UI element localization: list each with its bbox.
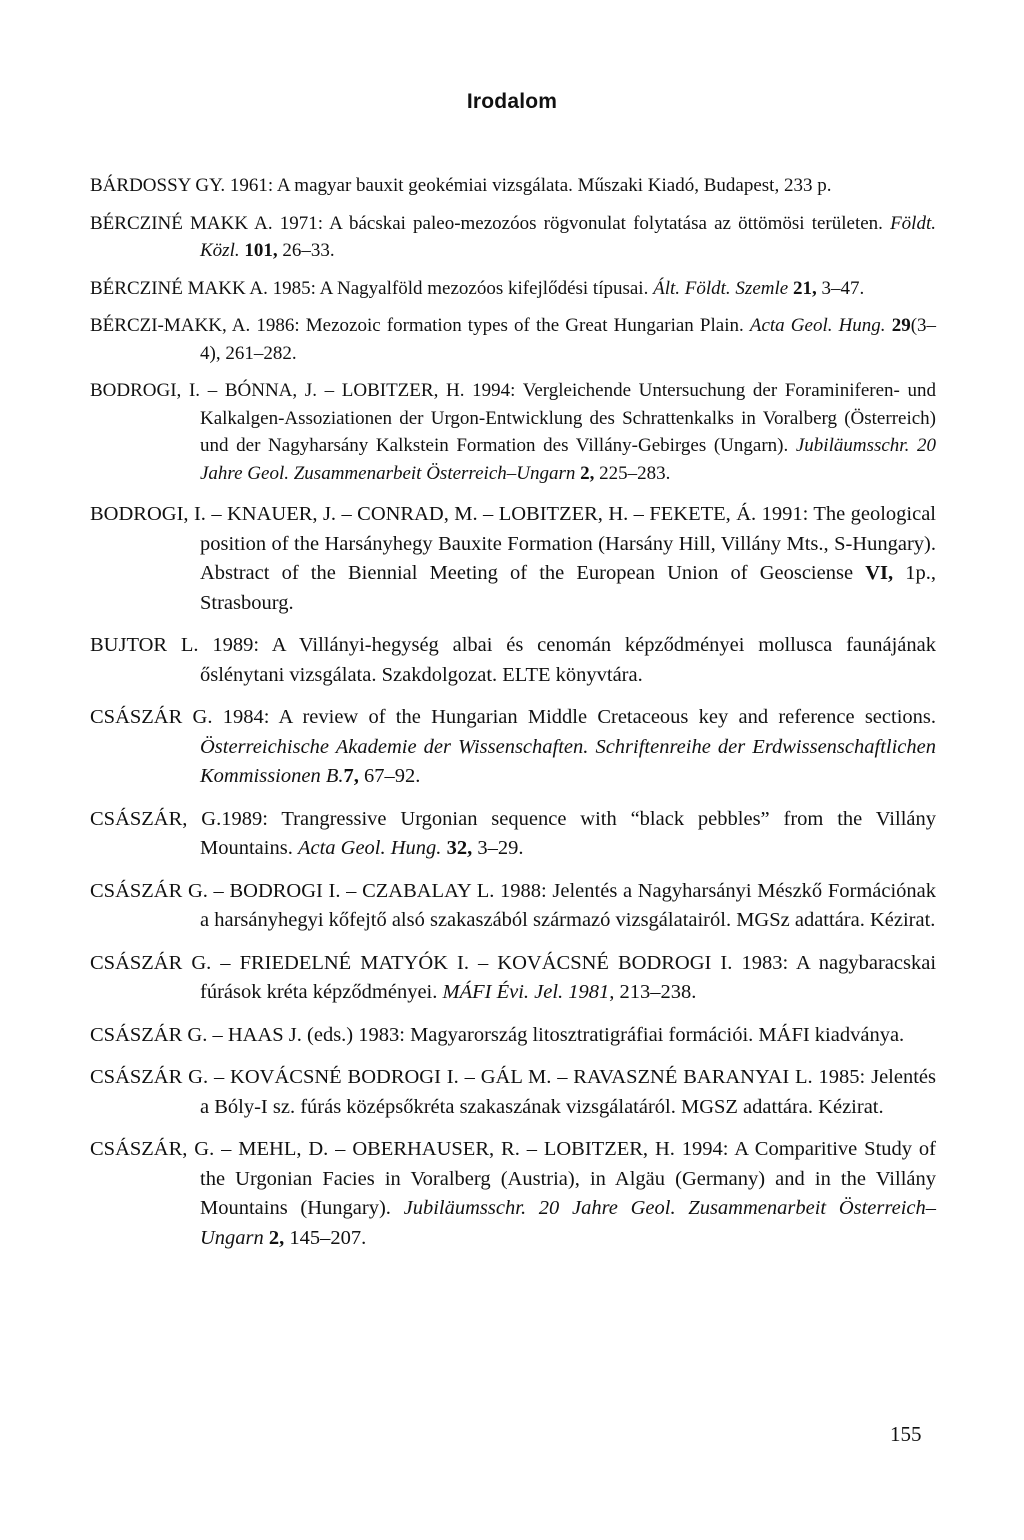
reference-item (90, 805, 936, 864)
reference-author: BÉRCZI-MAKK, A. (90, 315, 251, 336)
reference-item (90, 1021, 936, 1051)
reference-text: 1961: A magyar bauxit geokémiai vizsgálata. Műszaki Kiadó, Budapest, 233 p. (229, 175, 832, 196)
reference-item (90, 500, 936, 618)
reference-volume: 2, (268, 1226, 285, 1249)
reference-text: 1989: A Villányi-hegység albai és cenomán képződményei mollusca faunájának őslénytani vizsgálata. Szakdolgozat. ELTE könyvtára. (200, 634, 937, 686)
reference-author: BÉRCZINÉ MAKK A. (90, 212, 273, 234)
reference-pages: 3–47. (821, 277, 865, 299)
reference-journal: Ált. Földt. Szemle (653, 277, 789, 299)
reference-volume: 32, (446, 837, 473, 859)
reference-item (90, 949, 936, 1008)
reference-list (90, 172, 936, 1253)
reference-text: 1986: Mezozoic formation types of the Great Hungarian Plain. (256, 315, 744, 336)
reference-text: 1994: A Comparitive Study of the Urgonian Facies in Voralberg (Austria), in Algäu (Germany) and in the Villány Mountains (Hungary). (200, 1138, 936, 1219)
reference-text: 1988: Jelentés a Nagyharsányi Mészkő Formációnak a harsányhegyi kőfejtő alsó szakaszából származó vizsgálatairól. MGSz adattára. Kézirat. (200, 879, 937, 931)
reference-text: 1985: A Nagyalföld mezozóos kifejlődési típusai. (272, 277, 649, 299)
reference-volume: 101, (244, 240, 278, 261)
reference-author: CSÁSZÁR G. – FRIEDELNÉ MATYÓK I. – KOVÁCSNÉ BODROGI I. (90, 951, 733, 974)
reference-journal: Jubiläumsschr. 20 Jahre Geol. Zusammenarbeit Österreich–Ungarn (200, 435, 936, 484)
reference-pages: 213–238. (619, 981, 697, 1003)
reference-item (90, 275, 936, 303)
reference-item (90, 703, 936, 792)
reference-volume: 21, (792, 277, 817, 299)
reference-text: 1991: The geological position of the Harsányhegy Bauxite Formation (Harsány Hill, Villány Mts., S-Hungary). Abstract of the Biennial Meeting of the European Union of Geosciense (200, 503, 937, 584)
reference-author: CSÁSZÁR, G. – MEHL, D. – OBERHAUSER, R. – LOBITZER, H. (90, 1138, 675, 1160)
reference-text: 1985: Jelentés a Bóly-I sz. fúrás középsőkréta szakaszának vizsgálatáról. MGSZ adattára. Kézirat. (200, 1066, 937, 1118)
reference-item (90, 377, 936, 487)
reference-author: BODROGI, I. – KNAUER, J. – CONRAD, M. – LOBITZER, H. – FEKETE, Á. (90, 503, 757, 525)
reference-journal: Földt. Közl. (200, 212, 936, 261)
reference-text: (eds.) 1983: Magyarország litosztratigráfiai formációi. MÁFI kiadványa. (307, 1023, 905, 1046)
reference-pages: 3–29. (477, 837, 524, 859)
reference-volume: 7, (343, 765, 359, 787)
reference-journal: MÁFI Évi. Jel. 1981, (442, 981, 615, 1003)
reference-item (90, 210, 936, 265)
reference-volume: 29 (891, 315, 911, 336)
reference-text: 1994: Vergleichende Untersuchung der Foraminiferen- und Kalkalgen-Assoziationen der Urgon-Entwicklung des Schrattenkalks in Voralberg (Österreich) und der Nagyharsány Kalkstein Formation des Villány-Gebirges (Ungarn). (200, 380, 936, 456)
reference-author: CSÁSZÁR G. – HAAS J. (90, 1023, 302, 1046)
reference-journal: Jubiläumsschr. 20 Jahre Geol. Zusammenarbeit Österreich–Ungarn (200, 1197, 936, 1249)
reference-pages: 1p., Strasbourg. (200, 562, 936, 614)
reference-author: CSÁSZÁR G. – BODROGI I. – CZABALAY L. (90, 879, 495, 902)
reference-item (90, 631, 936, 690)
reference-author: BÉRCZINÉ MAKK A. (90, 277, 268, 299)
reference-pages: 26–33. (282, 240, 335, 261)
reference-author: CSÁSZÁR, G. (90, 807, 222, 830)
reference-author: CSÁSZÁR G. (90, 706, 213, 728)
reference-pages: 67–92. (364, 765, 421, 787)
reference-item (90, 877, 936, 936)
reference-author: BUJTOR L. (90, 634, 199, 656)
reference-text: 1989: Trangressive Urgonian sequence with “black pebbles” from the Villány Mountains. (200, 807, 936, 859)
reference-journal: Acta Geol. Hung. (749, 315, 886, 336)
reference-text: 1984: A review of the Hungarian Middle Cretaceous key and reference sections. (222, 706, 936, 728)
reference-volume: 2, (580, 462, 595, 484)
reference-journal: Österreichische Akademie der Wissenschaften. Schriftenreihe der Erdwissenschaftlichen Kommissionen B. (200, 735, 936, 787)
reference-item (90, 172, 936, 200)
reference-author: BODROGI, I. – BÓNNA, J. – LOBITZER, H. (90, 380, 465, 401)
reference-text: 1983: A nagybaracskai fúrások kréta képződményei. (200, 951, 937, 1003)
reference-text: 1971: A bácskai paleo-mezozóos rögvonulat folytatása az öttömösi területen. (279, 212, 883, 234)
page-number: 155 (890, 1422, 922, 1446)
reference-pages: (3–4), 261–282. (200, 315, 937, 364)
reference-author: CSÁSZÁR G. – KOVÁCSNÉ BODROGI I. – GÁL M. – RAVASZNÉ BARANYAI L. (90, 1066, 813, 1088)
reference-journal: Acta Geol. Hung. (297, 837, 442, 859)
reference-author: BÁRDOSSY GY. (90, 175, 226, 196)
reference-volume: VI, (865, 562, 894, 584)
reference-pages: 225–283. (599, 462, 671, 484)
reference-pages: 145–207. (289, 1226, 367, 1249)
reference-item (90, 312, 936, 367)
reference-item (90, 1135, 936, 1253)
section-heading: Irodalom (466, 90, 558, 113)
reference-item (90, 1063, 936, 1122)
